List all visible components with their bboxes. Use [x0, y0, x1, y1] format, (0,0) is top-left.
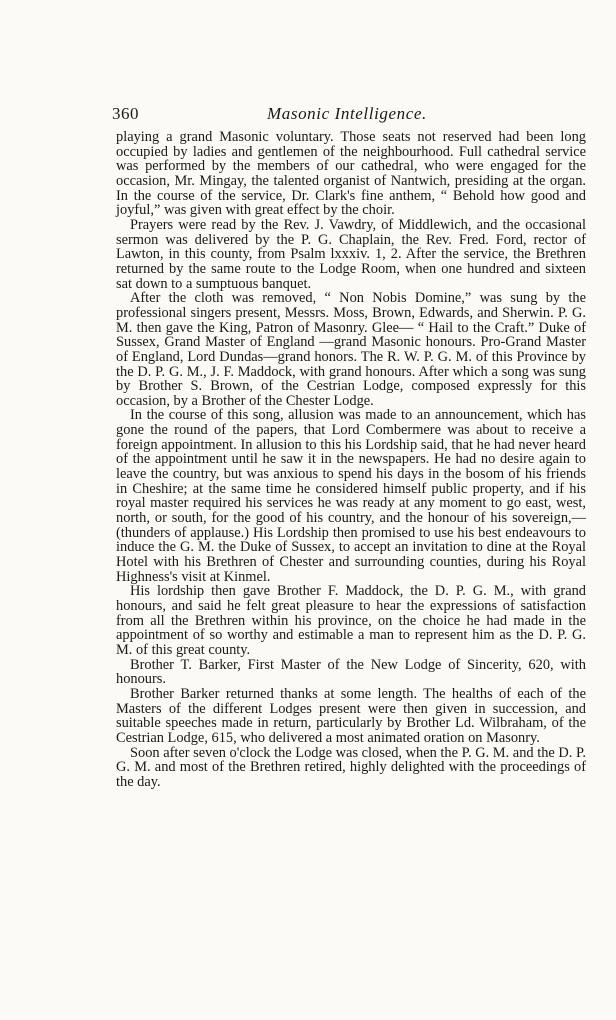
paragraph: His lordship then gave Brother F. Maddock, the D. P. G. M., with grand honours, and said he felt great pleasure to hear the expressions of satisfaction from all the Brethren within his province, on the choice he had made in the appointment of so worthy and estimable a man to represent him as the D. P. G. M. of this great county. — [116, 583, 586, 658]
paragraph: Brother Barker returned thanks at some length. The healths of each of the Masters of the different Lodges present were then given in succession, and suitable speeches made in return, particularly by Brother Ld. Wilbraham, of the Cestrian Lodge, 615, who delivered a most animated oration on Masonry. — [116, 685, 586, 746]
page-number: 360 — [112, 104, 139, 123]
paragraph: After the cloth was removed, “ Non Nobis Domine,” was sung by the professional singers present, Messrs. Moss, Brown, Edwards, and Sherwin. P. G. M. then gave the King, Patron of Masonry. Glee— “ Hail to the Craft.” Duke of Sussex, Grand Master of England —grand Masonic honours. Pro-Grand Master of England, Lord Dundas—grand honors. The R. W. P. G. M. of this Province by the D. P. G. M., J. F. Maddock, with grand honours. After which a song was sung by Brother S. Brown, of the Cestrian Lodge, composed expressly for this occasion, by a Brother of the Chester Lodge. — [116, 290, 586, 409]
article-body — [116, 130, 586, 790]
running-title: Masonic Intelligence. — [267, 104, 427, 123]
page-header — [112, 104, 588, 128]
paragraph: Brother T. Barker, First Master of the New Lodge of Sincerity, 620, with honours. — [116, 656, 586, 688]
paragraph-continuation: playing a grand Masonic voluntary. Those seats not reserved had been long occupied by ladies and gentlemen of the neighbourhood. Full cathedral service was performed by the members of our cathedral, who were engaged for the occasion, Mr. Mingay, the talented organist of Nantwich, presiding at the organ. In the course of the service, Dr. Clark's fine anthem, “ Behold how good and joyful,” was given with great effect by the choir. — [116, 129, 586, 219]
paragraph: Soon after seven o'clock the Lodge was closed, when the P. G. M. and the D. P. G. M. and most of the Brethren retired, highly delighted with the proceedings of the day. — [116, 744, 586, 790]
paragraph: In the course of this song, allusion was made to an announcement, which has gone the round of the papers, that Lord Combermere was about to receive a foreign appointment. In allusion to this his Lordship said, that he had never heard of the appointment until he saw it in the newspapers. He had no desire again to leave the country, but was anxious to spend his days in the bosom of his friends in Cheshire; at the same time he considered himself public property, and if his royal master required his services he was ready at any moment to go east, west, north, or south, for the good of his country, and the honour of his sovereign,—(thunders of applause.) His Lordship then promised to use his best endeavours to induce the G. M. the Duke of Sussex, to accept an invitation to dine at the Royal Hotel with his Brethren of Chester and surrounding counties, during his Royal Highness's visit at Kinmel. — [116, 407, 586, 585]
paragraph: Prayers were read by the Rev. J. Vawdry, of Middlewich, and the occasional sermon was delivered by the P. G. Chaplain, the Rev. Fred. Ford, rector of Lawton, in this county, from Psalm lxxxiv. 1, 2. After the service, the Brethren returned by the same route to the Lodge Room, when one hundred and sixteen sat down to a sumptuous banquet. — [116, 216, 586, 292]
